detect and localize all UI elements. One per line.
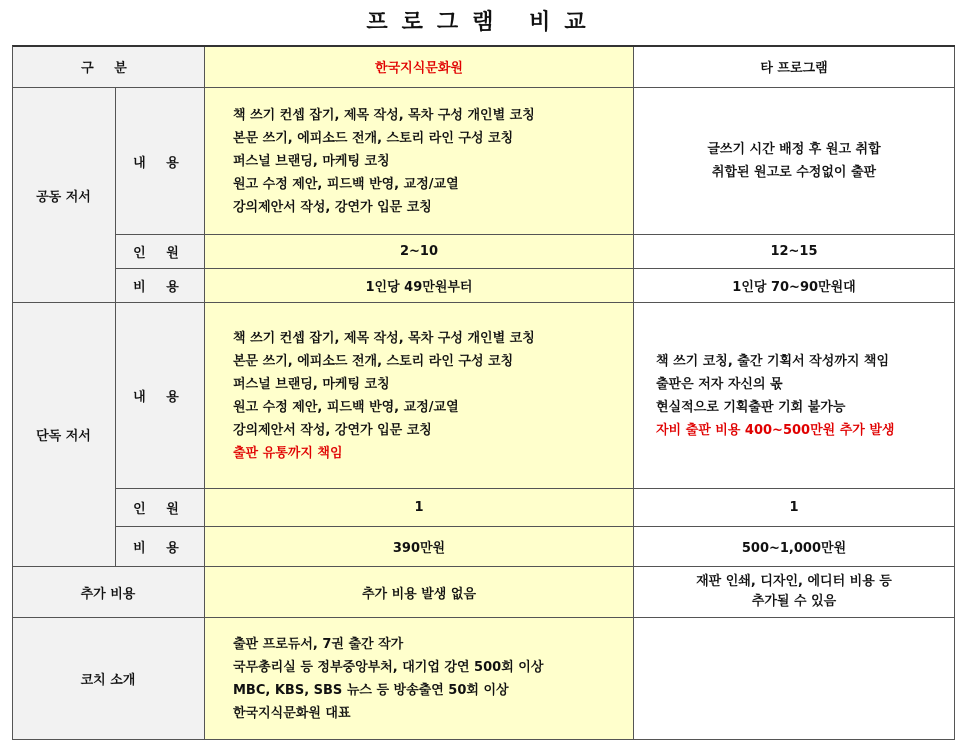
list-item-highlight: 출판 유통까지 책임 bbox=[233, 445, 343, 461]
list-item: 강의제안서 작성, 강연가 입문 코칭 bbox=[233, 199, 432, 215]
list-item: 현실적으로 기획출판 기회 불가능 bbox=[656, 399, 846, 415]
solo-people-col1: 1 bbox=[205, 489, 634, 527]
joint-section-label: 공동 저서 bbox=[12, 88, 116, 303]
list-item: 원고 수정 제안, 피드백 반영, 교정/교열 bbox=[233, 399, 459, 415]
coach-label: 코치 소개 bbox=[12, 618, 205, 740]
solo-content-col1 bbox=[205, 303, 634, 489]
list-item-highlight: 자비 출판 비용 400~500만원 추가 발생 bbox=[656, 422, 895, 438]
list-item: 글쓰기 시간 배정 후 원고 취합 bbox=[707, 142, 881, 157]
coach-col1-list bbox=[233, 633, 543, 725]
solo-section-label: 단독 저서 bbox=[12, 303, 116, 567]
list-item: 출판은 저자 자신의 몫 bbox=[656, 376, 783, 392]
list-item: 취합된 원고로 수정없이 출판 bbox=[711, 165, 877, 180]
solo-cost-label: 비 용 bbox=[116, 527, 205, 567]
joint-cost-col2: 1인당 70~90만원대 bbox=[634, 269, 955, 303]
list-item: 본문 쓰기, 에피소드 전개, 스토리 라인 구성 코칭 bbox=[233, 353, 514, 369]
list-item: 퍼스널 브랜딩, 마케팅 코칭 bbox=[233, 376, 390, 392]
extra-cost-col2 bbox=[634, 567, 955, 618]
list-item: 한국지식문화원 대표 bbox=[233, 705, 351, 721]
joint-content-col2 bbox=[634, 88, 955, 235]
joint-content-col1-list bbox=[233, 104, 535, 219]
list-item: 추가될 수 있음 bbox=[751, 594, 837, 609]
list-item: 출판 프로듀서, 7권 출간 작가 bbox=[233, 636, 404, 652]
header-category: 구 분 bbox=[12, 45, 205, 88]
joint-people-col1: 2~10 bbox=[205, 235, 634, 269]
solo-content-col1-list bbox=[233, 327, 535, 465]
list-item: 퍼스널 브랜딩, 마케팅 코칭 bbox=[233, 153, 390, 169]
joint-cost-col1: 1인당 49만원부터 bbox=[205, 269, 634, 303]
list-item: 원고 수정 제안, 피드백 반영, 교정/교열 bbox=[233, 176, 459, 192]
joint-people-col2: 12~15 bbox=[634, 235, 955, 269]
solo-people-col2: 1 bbox=[634, 489, 955, 527]
coach-col1 bbox=[205, 618, 634, 740]
solo-content-col2 bbox=[634, 303, 955, 489]
list-item: 본문 쓰기, 에피소드 전개, 스토리 라인 구성 코칭 bbox=[233, 130, 514, 146]
page-title: 프로그램 비교 bbox=[366, 10, 600, 35]
solo-cost-col2: 500~1,000만원 bbox=[634, 527, 955, 567]
solo-content-col2-list bbox=[656, 350, 895, 442]
coach-col2 bbox=[634, 618, 955, 740]
joint-content-col1 bbox=[205, 88, 634, 235]
extra-cost-col1: 추가 비용 발생 없음 bbox=[205, 567, 634, 618]
joint-people-label: 인 원 bbox=[116, 235, 205, 269]
list-item: 재판 인쇄, 디자인, 에디터 비용 등 bbox=[696, 574, 892, 589]
header-col1: 한국지식문화원 bbox=[205, 45, 634, 88]
list-item: 책 쓰기 코칭, 출간 기획서 작성까지 책임 bbox=[656, 353, 890, 369]
list-item: 강의제안서 작성, 강연가 입문 코칭 bbox=[233, 422, 432, 438]
joint-content-col2-list bbox=[707, 138, 880, 184]
joint-content-label: 내 용 bbox=[116, 88, 205, 235]
solo-content-label: 내 용 bbox=[116, 303, 205, 489]
extra-cost-col2-list bbox=[696, 572, 892, 612]
solo-people-label: 인 원 bbox=[116, 489, 205, 527]
list-item: MBC, KBS, SBS 뉴스 등 방송출연 50회 이상 bbox=[233, 682, 509, 698]
header-col2: 타 프로그램 bbox=[634, 45, 955, 88]
solo-cost-col1: 390만원 bbox=[205, 527, 634, 567]
list-item: 책 쓰기 컨셉 잡기, 제목 작성, 목차 구성 개인별 코칭 bbox=[233, 107, 535, 123]
list-item: 책 쓰기 컨셉 잡기, 제목 작성, 목차 구성 개인별 코칭 bbox=[233, 330, 535, 346]
extra-cost-label: 추가 비용 bbox=[12, 567, 205, 618]
joint-cost-label: 비 용 bbox=[116, 269, 205, 303]
list-item: 국무총리실 등 정부중앙부처, 대기업 강연 500회 이상 bbox=[233, 659, 544, 675]
